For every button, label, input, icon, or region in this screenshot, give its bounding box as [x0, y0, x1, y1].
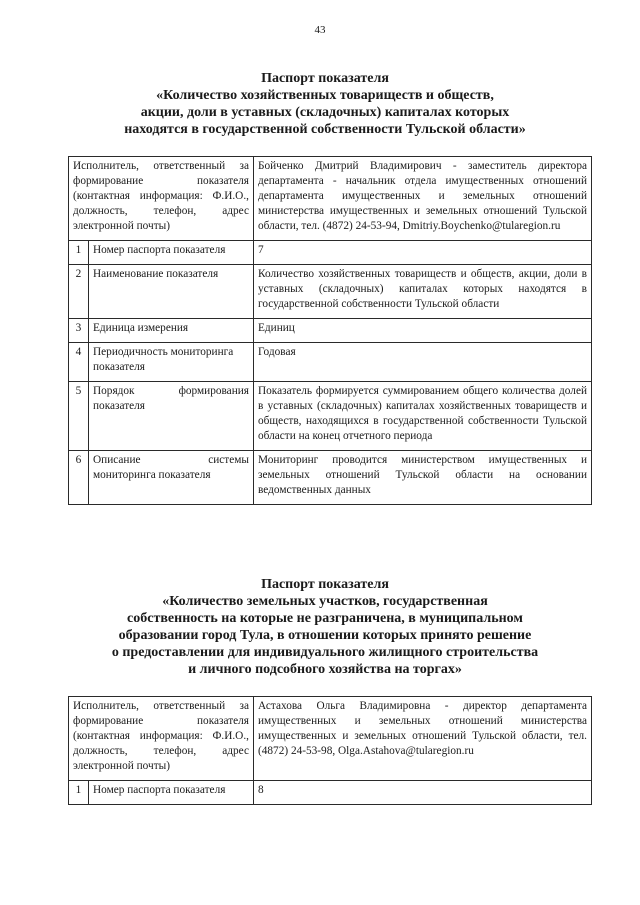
title-line: о предоставлении для индивидуального жилищного строительства — [111, 645, 539, 660]
title-line: «Количество хозяйственных товариществ и обществ, — [156, 88, 494, 103]
passport-table-2 — [68, 696, 592, 805]
executor-row — [69, 697, 592, 781]
row-number: 6 — [69, 451, 89, 505]
row-number: 5 — [69, 382, 89, 451]
title-line: Паспорт показателя — [261, 577, 389, 592]
page-number: 43 — [314, 24, 326, 36]
table-row — [69, 451, 592, 505]
row-label: Порядок формирования показателя — [89, 382, 254, 451]
row-value: Показатель формируется суммированием общего количества долей в уставных (складочных) капиталах хозяйственных товариществ и обществ, находящихся в государственной собственности Тульской области на конец отчетного периода — [254, 382, 592, 451]
title-line: собственность на которые не разграничена, в муниципальном — [127, 611, 523, 626]
table-row — [69, 343, 592, 382]
row-value: Годовая — [254, 343, 592, 382]
executor-label: Исполнитель, ответственный за формирование показателя (контактная информация: Ф.И.О., должность, телефон, адрес электронной почты) — [69, 697, 254, 781]
row-label: Периодичность мониторинга показателя — [89, 343, 254, 382]
executor-label: Исполнитель, ответственный за формирование показателя (контактная информация: Ф.И.О., должность, телефон, адрес электронной почты) — [69, 157, 254, 241]
row-number: 4 — [69, 343, 89, 382]
row-value: Единиц — [254, 319, 592, 343]
row-label: Наименование показателя — [89, 265, 254, 319]
row-value: 8 — [254, 781, 592, 805]
title-line: «Количество земельных участков, государственная — [162, 594, 488, 609]
title-line: Паспорт показателя — [261, 71, 389, 86]
passport-title-2 — [60, 576, 590, 678]
executor-row — [69, 157, 592, 241]
row-number: 3 — [69, 319, 89, 343]
title-line: и личного подсобного хозяйства на торгах» — [188, 662, 462, 677]
row-label: Номер паспорта показателя — [89, 241, 254, 265]
row-value: Количество хозяйственных товариществ и обществ, акции, доли в уставных (складочных) капиталах которых находятся в государственной собственности Тульской области — [254, 265, 592, 319]
row-label: Единица измерения — [89, 319, 254, 343]
table-row — [69, 382, 592, 451]
table-row — [69, 265, 592, 319]
row-number: 1 — [69, 241, 89, 265]
table-row — [69, 319, 592, 343]
title-line: акции, доли в уставных (складочных) капиталах которых — [140, 105, 510, 120]
title-line: образовании город Тула, в отношении которых принято решение — [118, 628, 532, 643]
table-row — [69, 781, 592, 805]
row-number: 2 — [69, 265, 89, 319]
row-value: 7 — [254, 241, 592, 265]
row-label: Номер паспорта показателя — [89, 781, 254, 805]
executor-value: Бойченко Дмитрий Владимирович - заместитель директора департамента - начальник отдела имущественных отношений департамента имущественных и земельных отношений министерства имущественных и земельных отношений Тульской области, тел. (4872) 24-53-94, Dmitriy.Boychenko@tularegion.ru — [254, 157, 592, 241]
executor-value: Астахова Ольга Владимировна - директор департамента имущественных и земельных отношений министерства имущественных и земельных отношений Тульской области, тел. (4872) 24-53-98, Olga.Astahova@tularegion.ru — [254, 697, 592, 781]
passport-table-1 — [68, 156, 592, 505]
row-label: Описание системы мониторинга показателя — [89, 451, 254, 505]
table-row — [69, 241, 592, 265]
row-number: 1 — [69, 781, 89, 805]
passport-title-1 — [60, 70, 590, 138]
row-value: Мониторинг проводится министерством имущественных и земельных отношений Тульской области на основании ведомственных данных — [254, 451, 592, 505]
title-line: находятся в государственной собственности Тульской области» — [124, 122, 526, 137]
